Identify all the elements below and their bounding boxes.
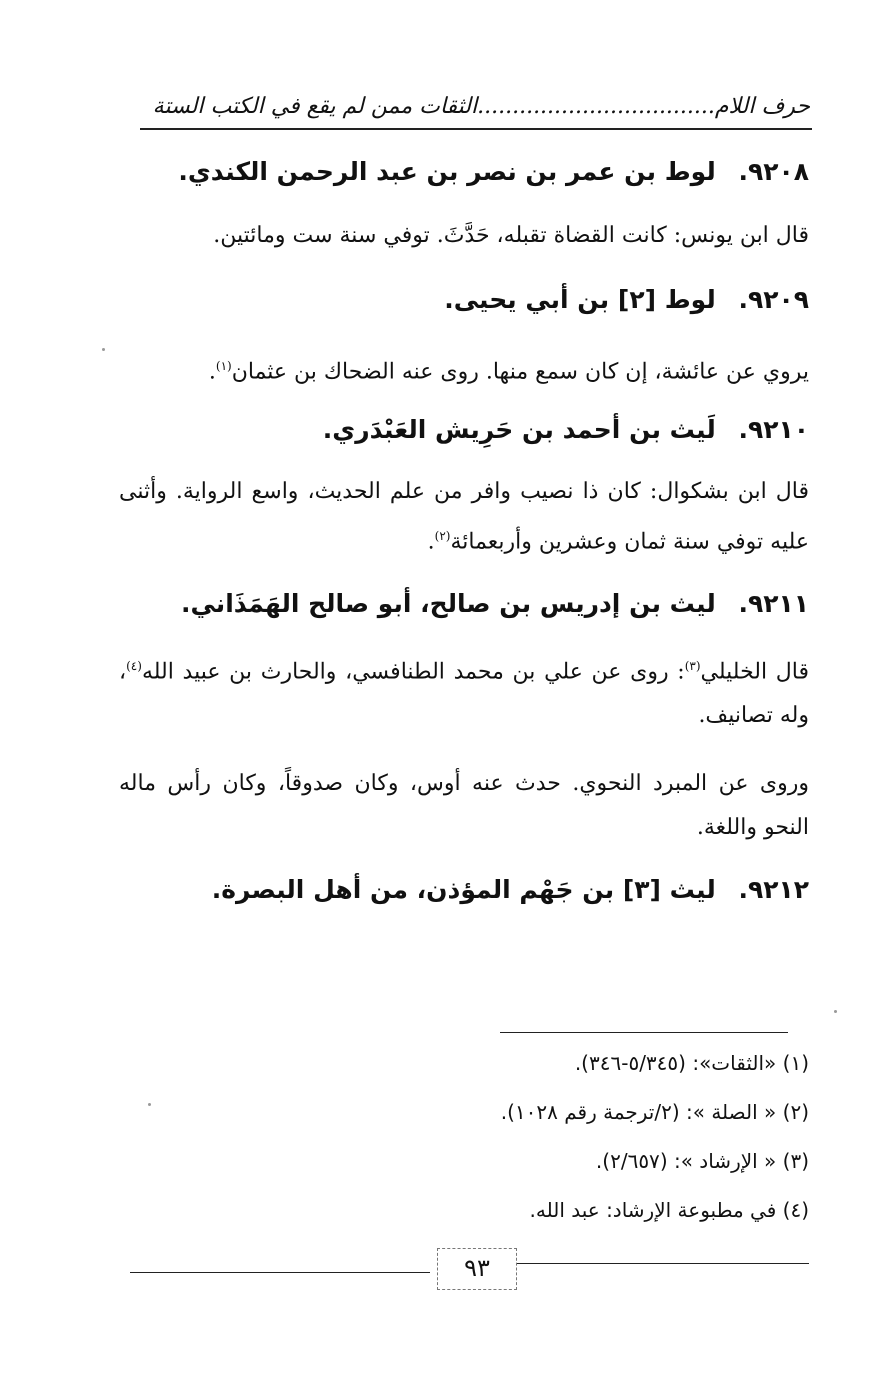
paragraph-text: قال الخليلي bbox=[700, 659, 809, 685]
entry-name: لوط [٢] بن أبي يحيى. bbox=[444, 285, 716, 314]
footnote-divider bbox=[500, 1032, 788, 1033]
entry-heading-9210 bbox=[89, 410, 809, 450]
paragraph-text: يروي عن عائشة، إن كان سمع منها. روى عنه الضحاك بن عثمان bbox=[231, 359, 809, 385]
running-header: حرف اللام..................................الثقات ممن لم يقع في الكتب الستة bbox=[152, 94, 810, 119]
footnote-1: (١) «الثقات»: (٥/٣٤٥-٣٤٦). bbox=[574, 1051, 809, 1075]
entry-name: لوط بن عمر بن نصر بن عبد الرحمن الكندي. bbox=[178, 157, 716, 186]
paragraph-end: . bbox=[427, 529, 435, 555]
header-divider bbox=[140, 128, 812, 130]
scan-speck bbox=[102, 348, 105, 351]
entry-paragraph-9210 bbox=[119, 470, 809, 564]
entry-number: ٩٢١١. bbox=[738, 589, 809, 618]
entry-name: ليث [٣] بن جَهْم المؤذن، من أهل البصرة. bbox=[211, 875, 716, 904]
entry-paragraph-9208: قال ابن يونس: كانت القضاة تقبله، حَدَّثَ. توفي سنة ست ومائتين. bbox=[213, 223, 809, 248]
footnote-ref[interactable]: (٤) bbox=[126, 659, 142, 673]
entry-number: ٩٢١٢. bbox=[738, 875, 809, 904]
entry-heading-9209 bbox=[89, 280, 809, 320]
entry-number: ٩٢٠٩. bbox=[738, 285, 809, 314]
paragraph-text: : روى عن علي بن محمد الطنافسي، والحارث بن عبيد الله bbox=[141, 659, 685, 685]
paragraph-end: . bbox=[208, 359, 216, 385]
footnote-ref[interactable]: (١) bbox=[215, 359, 232, 373]
paragraph-end: ، وله تصانيف. bbox=[119, 659, 809, 729]
footnote-2: (٢) « الصلة »: (٢/ترجمة رقم ١٠٢٨). bbox=[500, 1100, 809, 1124]
scan-speck bbox=[834, 1010, 837, 1013]
footnote-3: (٣) « الإرشاد »: (٢/٦٥٧). bbox=[595, 1149, 809, 1173]
entry-number: ٩٢١٠. bbox=[738, 415, 809, 444]
footnote-ref[interactable]: (٢) bbox=[434, 529, 451, 543]
scan-speck bbox=[148, 1103, 151, 1106]
footnote-4: (٤) في مطبوعة الإرشاد: عبد الله. bbox=[529, 1198, 809, 1222]
paragraph-text: قال ابن بشكوال: كان ذا نصيب وافر من علم الحديث، واسع الرواية. وأثنى عليه توفي سنة ثمان وعشرين وأربعمائة bbox=[119, 479, 809, 555]
entry-heading-9211 bbox=[89, 584, 809, 624]
entry-paragraph-9209 bbox=[109, 344, 809, 394]
entry-name: لَيث بن أحمد بن حَرِيش العَبْدَري. bbox=[322, 415, 716, 444]
entry-name: ليث بن إدريس بن صالح، أبو صالح الهَمَذَاني. bbox=[181, 589, 716, 618]
entry-heading-9212 bbox=[89, 870, 809, 910]
footnote-ref[interactable]: (٣) bbox=[684, 659, 701, 673]
bottom-divider-left bbox=[130, 1272, 430, 1273]
entry-number: ٩٢٠٨. bbox=[738, 157, 809, 186]
page-number: ٩٣ bbox=[437, 1248, 517, 1290]
entry-heading-9208 bbox=[89, 152, 809, 192]
entry-paragraph-9211-a bbox=[119, 644, 809, 738]
entry-paragraph-9211-b: وروى عن المبرد النحوي. حدث عنه أوس، وكان صدوقاً، وكان رأس ماله النحو واللغة. bbox=[119, 771, 809, 840]
bottom-divider-right bbox=[516, 1263, 809, 1264]
